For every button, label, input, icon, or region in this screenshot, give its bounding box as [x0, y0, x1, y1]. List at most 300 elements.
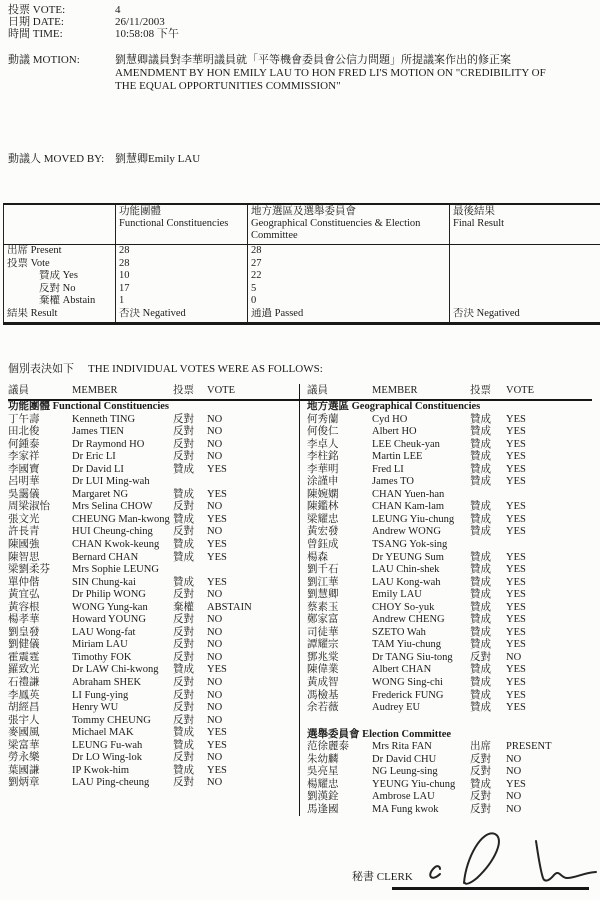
member-name-en: Cyd HO — [372, 413, 408, 425]
member-vote-zh — [470, 489, 506, 502]
member-name-zh: 許長青 — [8, 526, 40, 538]
clerk-label: 秘書 CLERK — [352, 871, 413, 883]
moved-by-row — [8, 153, 200, 166]
summary-vote-fc: 28 — [116, 258, 248, 271]
member-vote-zh: 反對 — [173, 689, 194, 701]
member-vote-zh: 贊成 — [470, 689, 491, 701]
member-vote-zh: 贊成 — [173, 488, 194, 500]
member-name-zh: 劉江華 — [307, 576, 339, 588]
member-vote-zh: 贊成 — [470, 614, 491, 626]
col-member-zh: 議員 — [8, 385, 29, 396]
member-row — [307, 426, 594, 439]
member-row — [307, 564, 594, 577]
member-name-en: LAU Chin-shek — [372, 564, 440, 576]
member-list-header-right — [307, 385, 592, 399]
motion-line-en-2: THE EQUAL OPPORTUNITIES COMMISSION" — [115, 80, 341, 92]
member-row — [307, 602, 594, 615]
member-vote-en: YES — [506, 551, 526, 563]
date-row — [8, 16, 165, 29]
individual-votes-heading — [8, 363, 323, 376]
individual-heading-zh: 個別表決如下 — [8, 363, 74, 375]
col-member-zh: 議員 — [307, 385, 328, 396]
motion-row — [8, 54, 570, 93]
member-name-zh: 何鍾泰 — [8, 438, 40, 450]
member-name-en: Frederick FUNG — [372, 689, 444, 701]
member-vote-en: NO — [506, 766, 522, 778]
member-name-en: Tommy CHEUNG — [72, 714, 151, 726]
summary-present-fc: 28 — [116, 245, 248, 258]
member-name-en: Albert HO — [372, 426, 417, 438]
member-row — [307, 754, 594, 767]
summary-yes-fc: 10 — [116, 270, 248, 283]
member-row — [307, 779, 594, 792]
member-vote-en: NO — [207, 413, 223, 425]
member-vote-zh: 反對 — [470, 651, 491, 663]
member-vote-zh: 贊成 — [173, 727, 194, 739]
member-vote-zh: 反對 — [173, 526, 194, 538]
member-name-en: Dr LUI Ming-wah — [72, 476, 150, 488]
member-row — [8, 602, 298, 615]
member-name-en: LI Fung-ying — [72, 689, 129, 701]
member-row — [8, 752, 298, 765]
member-name-zh: 張宇人 — [8, 714, 40, 726]
member-name-zh: 梁耀忠 — [307, 513, 339, 525]
member-name-zh: 李家祥 — [8, 451, 40, 463]
summary-col-final-en: Final Result — [453, 218, 505, 229]
summary-no-gc: 5 — [248, 283, 450, 296]
member-name-zh: 黃容根 — [8, 601, 40, 613]
member-name-zh: 羅致光 — [8, 664, 40, 676]
member-vote-en: NO — [207, 714, 223, 726]
summary-present-gc: 28 — [248, 245, 450, 258]
member-name-zh: 范徐麗泰 — [307, 741, 349, 753]
member-name-en: Albert CHAN — [372, 664, 432, 676]
member-name-en: Dr Raymond HO — [72, 438, 145, 450]
member-row — [8, 476, 298, 489]
member-name-zh: 勞永樂 — [8, 752, 40, 764]
member-row — [8, 501, 298, 514]
member-name-zh: 周梁淑怡 — [8, 501, 50, 513]
member-name-en: CHOY So-yuk — [372, 601, 435, 613]
member-vote-en: YES — [506, 476, 526, 488]
member-row — [8, 765, 298, 778]
member-vote-zh: 反對 — [173, 451, 194, 463]
member-list-header-left — [8, 385, 299, 399]
member-vote-zh: 贊成 — [470, 476, 491, 488]
member-vote-zh: 反對 — [173, 438, 194, 450]
motion-text — [115, 54, 570, 93]
member-name-en: LAU Ping-cheung — [72, 777, 150, 789]
summary-vote-final — [450, 258, 600, 271]
member-name-en: Abraham SHEK — [72, 677, 142, 689]
member-vote-en: YES — [207, 539, 227, 551]
member-name-zh: 石禮謙 — [8, 677, 40, 689]
member-row — [8, 690, 298, 703]
member-vote-en: YES — [506, 614, 526, 626]
member-name-zh: 李國寶 — [8, 463, 40, 475]
member-vote-zh: 反對 — [173, 413, 194, 425]
member-name-en: YEUNG Yiu-chung — [372, 778, 456, 790]
member-vote-en: YES — [506, 664, 526, 676]
member-vote-en: YES — [506, 426, 526, 438]
member-vote-zh: 贊成 — [173, 664, 194, 676]
member-name-en: Dr LAW Chi-kwong — [72, 664, 159, 676]
member-vote-en: NO — [506, 651, 522, 663]
member-vote-zh: 棄權 — [173, 601, 194, 613]
member-vote-zh: 反對 — [173, 614, 194, 626]
member-name-zh: 劉慧卿 — [307, 589, 339, 601]
member-vote-zh: 贊成 — [173, 551, 194, 563]
member-vote-zh: 反對 — [173, 639, 194, 651]
member-name-zh: 陳國強 — [8, 539, 40, 551]
member-row — [307, 589, 594, 602]
member-name-zh: 單仲偕 — [8, 576, 40, 588]
member-name-zh: 陳婉嫻 — [307, 488, 339, 500]
summary-corner-cell — [4, 204, 116, 245]
member-vote-en: NO — [207, 501, 223, 513]
summary-col-fc-en: Functional Constituencies — [119, 218, 229, 229]
member-vote-en: YES — [506, 451, 526, 463]
member-vote-zh: 贊成 — [470, 551, 491, 563]
member-row — [8, 715, 298, 728]
member-vote-en: YES — [506, 526, 526, 538]
member-vote-en — [207, 476, 298, 489]
member-name-zh: 霍震霆 — [8, 651, 40, 663]
member-vote-zh: 贊成 — [470, 451, 491, 463]
member-vote-zh: 贊成 — [470, 513, 491, 525]
member-row — [307, 476, 594, 489]
member-row — [8, 451, 298, 464]
member-row — [307, 627, 594, 640]
member-vote-en: NO — [207, 614, 223, 626]
member-vote-en: YES — [506, 689, 526, 701]
member-name-zh: 李柱銘 — [307, 451, 339, 463]
member-row — [307, 514, 594, 527]
date-label: 日期 DATE: — [8, 16, 64, 28]
col-vote-zh: 投票 — [173, 385, 194, 396]
member-name-en: Martin LEE — [372, 451, 423, 463]
member-name-en: LAU Wong-fat — [72, 626, 136, 638]
member-name-en: IP Kwok-him — [72, 764, 130, 776]
summary-yes-label: 贊成 Yes — [4, 270, 116, 283]
summary-result-label: 結果 Result — [4, 308, 116, 324]
member-name-zh: 胡經昌 — [8, 702, 40, 714]
member-name-en: Dr David LI — [72, 463, 124, 475]
member-row — [307, 577, 594, 590]
member-row — [8, 639, 298, 652]
member-name-zh: 黃宏發 — [307, 526, 339, 538]
member-row — [307, 702, 594, 715]
member-vote-zh: 贊成 — [173, 764, 194, 776]
member-vote-en: NO — [506, 791, 522, 803]
summary-col-fc — [116, 204, 248, 245]
member-vote-en: NO — [207, 626, 223, 638]
member-vote-en: YES — [506, 601, 526, 613]
member-vote-en: YES — [506, 513, 526, 525]
member-name-en: Margaret NG — [72, 488, 129, 500]
member-vote-en: YES — [506, 501, 526, 513]
member-name-en: LEUNG Yiu-chung — [372, 513, 455, 525]
member-row — [307, 690, 594, 703]
member-vote-en: YES — [207, 513, 227, 525]
member-name-en: Ambrose LAU — [372, 791, 435, 803]
member-vote-en — [506, 539, 594, 552]
member-vote-zh: 反對 — [173, 777, 194, 789]
time-row — [8, 28, 179, 41]
member-row — [307, 664, 594, 677]
member-row — [307, 501, 594, 514]
member-name-en: Emily LAU — [372, 589, 422, 601]
member-vote-zh: 贊成 — [470, 702, 491, 714]
summary-result-gc: 通過 Passed — [248, 308, 450, 324]
member-vote-en: YES — [207, 727, 227, 739]
functional-constituencies-list — [8, 401, 298, 790]
member-name-en: WONG Yung-kan — [72, 601, 148, 613]
member-vote-zh: 贊成 — [173, 463, 194, 475]
member-row — [307, 677, 594, 690]
geographical-member-rows — [307, 414, 594, 715]
summary-yes-gc: 22 — [248, 270, 450, 283]
member-name-en: HUI Cheung-ching — [72, 526, 153, 538]
member-row — [307, 652, 594, 665]
summary-col-gc-en: Geographical Constituencies & Election Committee — [251, 218, 421, 241]
member-name-zh: 蔡素玉 — [307, 601, 339, 613]
member-vote-zh: 贊成 — [470, 677, 491, 689]
member-name-en: James TO — [372, 476, 414, 488]
member-name-zh: 陳偉業 — [307, 664, 339, 676]
member-row — [8, 664, 298, 677]
member-vote-en: YES — [506, 626, 526, 638]
motion-line-zh: 劉慧卿議員對李華明議員就「平等機會委員會公信力問題」所提議案作出的修正案 — [115, 54, 511, 66]
member-name-en: Bernard CHAN — [72, 551, 139, 563]
member-name-en: SIN Chung-kai — [72, 576, 136, 588]
member-vote-en — [506, 489, 594, 502]
summary-no-label: 反對 No — [4, 283, 116, 296]
member-name-en: Howard YOUNG — [72, 614, 146, 626]
member-name-en: Audrey EU — [372, 702, 421, 714]
summary-row-result — [4, 308, 600, 324]
member-name-zh: 朱幼麟 — [307, 753, 339, 765]
member-name-zh: 李華明 — [307, 463, 339, 475]
member-name-zh: 田北俊 — [8, 426, 40, 438]
member-name-zh: 劉炳章 — [8, 777, 40, 789]
time-label: 時間 TIME: — [8, 28, 63, 40]
summary-yes-final — [450, 270, 600, 283]
member-name-en: TAM Yiu-chung — [372, 639, 442, 651]
summary-vote-label: 投票 Vote — [4, 258, 116, 271]
member-vote-en: NO — [207, 438, 223, 450]
member-name-en: Dr Philip WONG — [72, 589, 146, 601]
member-row — [8, 627, 298, 640]
member-name-en: NG Leung-sing — [372, 766, 438, 778]
vote-summary-table — [3, 203, 600, 325]
member-row — [8, 514, 298, 527]
summary-vote-gc: 27 — [248, 258, 450, 271]
summary-abstain-final — [450, 295, 600, 308]
member-vote-en: NO — [207, 702, 223, 714]
member-row — [307, 539, 594, 552]
summary-row-abstain — [4, 295, 600, 308]
member-name-en: Fred LI — [372, 463, 404, 475]
member-name-zh: 吳靄儀 — [8, 488, 40, 500]
member-vote-zh: 贊成 — [470, 426, 491, 438]
member-vote-zh: 反對 — [470, 753, 491, 765]
summary-row-yes — [4, 270, 600, 283]
member-vote-zh: 反對 — [173, 501, 194, 513]
member-vote-zh: 反對 — [173, 651, 194, 663]
member-vote-en: YES — [506, 589, 526, 601]
member-vote-zh — [173, 564, 207, 577]
member-name-en: Dr David CHU — [372, 753, 437, 765]
motion-line-en-1: AMENDMENT BY HON EMILY LAU TO HON FRED LI'S MOTION ON "CREDIBILITY OF — [115, 67, 546, 79]
election-committee-member-rows — [307, 741, 594, 816]
member-name-en: MA Fung kwok — [372, 803, 439, 815]
member-name-zh: 劉漢銓 — [307, 791, 339, 803]
member-vote-zh: 贊成 — [173, 576, 194, 588]
member-name-zh: 曾鈺成 — [307, 539, 339, 551]
member-name-en: Timothy FOK — [72, 651, 132, 663]
date-value: 26/11/2003 — [115, 16, 165, 28]
member-vote-zh: 贊成 — [470, 526, 491, 538]
member-row — [307, 552, 594, 565]
member-row — [8, 677, 298, 690]
member-name-en: TSANG Yok-sing — [372, 539, 448, 551]
member-row — [8, 564, 298, 577]
summary-row-no — [4, 283, 600, 296]
time-value: 10:58:08 下午 — [115, 28, 179, 40]
member-name-en: CHAN Kwok-keung — [72, 539, 160, 551]
member-name-zh: 楊耀忠 — [307, 778, 339, 790]
member-name-zh: 楊孝華 — [8, 614, 40, 626]
member-name-zh: 葉國謙 — [8, 764, 40, 776]
member-vote-zh: 反對 — [173, 714, 194, 726]
member-vote-en: YES — [207, 739, 227, 751]
member-name-en: Henry WU — [72, 702, 119, 714]
member-row — [307, 639, 594, 652]
member-name-en: WONG Sing-chi — [372, 677, 443, 689]
summary-result-final: 否決 Negatived — [450, 308, 600, 324]
member-vote-zh: 出席 — [470, 741, 491, 753]
member-vote-en: NO — [207, 689, 223, 701]
member-vote-en: NO — [207, 677, 223, 689]
member-name-en: Dr LO Wing-lok — [72, 752, 142, 764]
member-name-zh: 黃成智 — [307, 677, 339, 689]
member-vote-en: YES — [506, 564, 526, 576]
summary-col-gc-zh: 地方選區及選舉委員會 — [251, 206, 356, 217]
member-row — [307, 741, 594, 754]
member-name-zh: 譚耀宗 — [307, 639, 339, 651]
member-vote-en: NO — [207, 526, 223, 538]
member-name-zh: 馬逢國 — [307, 803, 339, 815]
member-row — [8, 577, 298, 590]
col-vote-en: VOTE — [506, 385, 534, 396]
member-name-zh: 李鳳英 — [8, 689, 40, 701]
section-title-election-committee: 選舉委員會 Election Committee — [307, 728, 452, 740]
member-row — [8, 727, 298, 740]
member-vote-zh: 反對 — [470, 803, 491, 815]
member-name-en: Andrew WONG — [372, 526, 441, 538]
summary-row-vote — [4, 258, 600, 271]
member-name-zh: 劉健儀 — [8, 639, 40, 651]
member-row — [307, 489, 594, 502]
member-name-en: LEUNG Fu-wah — [72, 739, 143, 751]
member-row — [8, 439, 298, 452]
col-member-en: MEMBER — [372, 385, 418, 396]
member-vote-en: YES — [506, 463, 526, 475]
motion-label: 動議 MOTION: — [8, 54, 80, 66]
summary-row-present — [4, 245, 600, 258]
member-row — [8, 489, 298, 502]
member-name-en: CHAN Yuen-han — [372, 488, 445, 500]
member-name-en: Dr YEUNG Sum — [372, 551, 444, 563]
member-vote-en: YES — [207, 576, 227, 588]
col-member-en: MEMBER — [72, 385, 118, 396]
member-name-en: LAU Kong-wah — [372, 576, 441, 588]
member-name-zh: 梁劉柔芬 — [8, 564, 50, 576]
member-name-zh: 鄧兆棠 — [307, 651, 339, 663]
member-vote-en: NO — [207, 451, 223, 463]
member-row — [307, 451, 594, 464]
member-row — [8, 702, 298, 715]
section-gap — [307, 715, 594, 729]
section-title-functional: 功能團體 Functional Constituencies — [8, 401, 170, 412]
col-vote-zh: 投票 — [470, 385, 491, 396]
member-vote-zh: 贊成 — [470, 463, 491, 475]
member-vote-zh: 贊成 — [173, 539, 194, 551]
moved-by-label: 動議人 MOVED BY: — [8, 153, 105, 165]
member-vote-en: NO — [207, 589, 223, 601]
member-row — [307, 766, 594, 779]
member-vote-zh: 反對 — [173, 626, 194, 638]
column-divider-line — [299, 384, 300, 816]
member-vote-en: NO — [207, 651, 223, 663]
member-vote-zh — [173, 476, 207, 489]
member-vote-zh: 贊成 — [470, 438, 491, 450]
member-vote-zh: 贊成 — [470, 576, 491, 588]
member-row — [307, 464, 594, 477]
member-name-zh: 張文光 — [8, 513, 40, 525]
member-name-en: Andrew CHENG — [372, 614, 445, 626]
summary-col-final-zh: 最後結果 — [453, 206, 495, 217]
member-name-zh: 吳亮星 — [307, 766, 339, 778]
member-vote-zh: 贊成 — [470, 601, 491, 613]
member-vote-zh: 贊成 — [470, 664, 491, 676]
member-vote-en: NO — [207, 426, 223, 438]
vote-label: 投票 VOTE: — [8, 4, 66, 16]
member-name-zh: 楊森 — [307, 551, 328, 563]
member-vote-en: NO — [506, 803, 522, 815]
member-row — [8, 426, 298, 439]
clerk-signature — [408, 828, 600, 888]
summary-col-fc-zh: 功能團體 — [119, 206, 161, 217]
member-vote-en: NO — [207, 777, 223, 789]
summary-abstain-label: 棄權 Abstain — [4, 295, 116, 308]
member-name-zh: 鄭家富 — [307, 614, 339, 626]
member-row — [8, 614, 298, 627]
member-row — [307, 526, 594, 539]
member-name-zh: 何秀蘭 — [307, 413, 339, 425]
member-name-zh: 梁富華 — [8, 739, 40, 751]
member-list-header — [8, 385, 592, 401]
member-vote-en: NO — [207, 752, 223, 764]
vote-value: 4 — [115, 4, 121, 16]
member-vote-zh: 贊成 — [173, 513, 194, 525]
member-vote-en: YES — [506, 413, 526, 425]
member-name-zh: 陳鑑林 — [307, 501, 339, 513]
member-vote-zh: 反對 — [173, 752, 194, 764]
member-name-zh: 丁午壽 — [8, 413, 40, 425]
member-row — [8, 552, 298, 565]
